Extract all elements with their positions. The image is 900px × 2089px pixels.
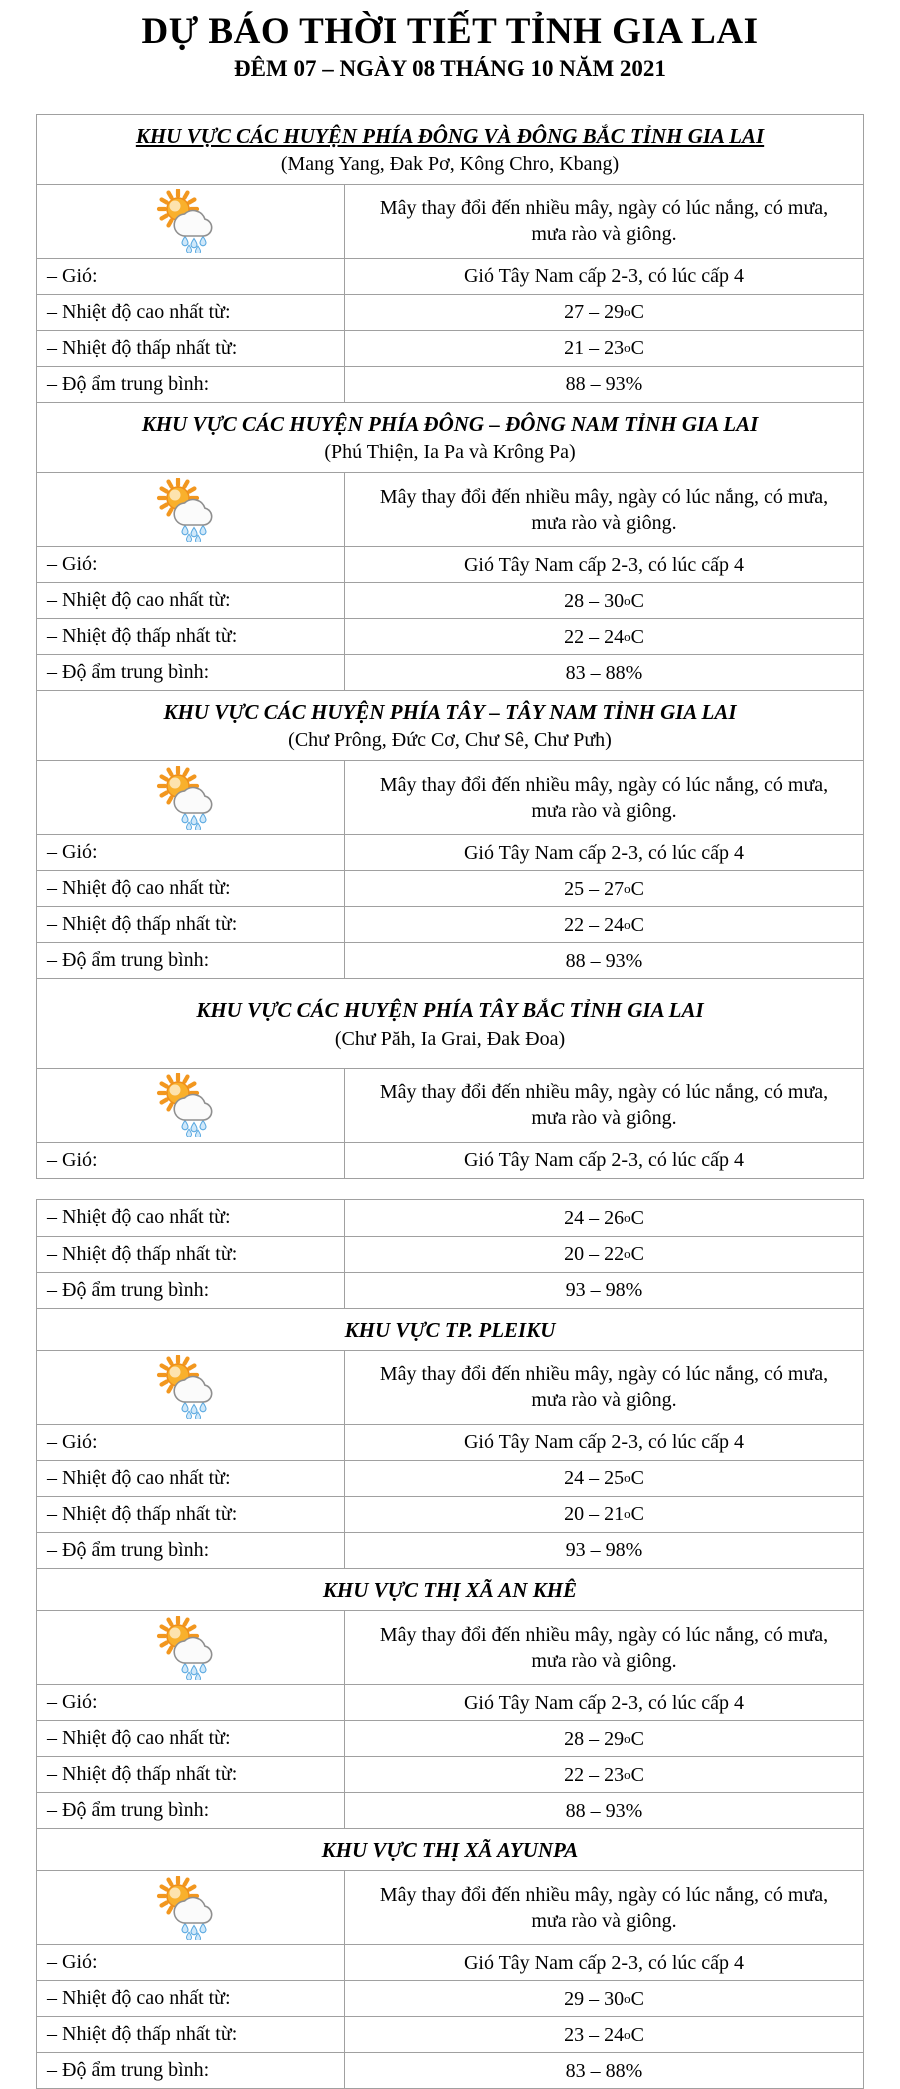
tmin-row	[37, 1756, 863, 1792]
row-label: – Độ ẩm trung bình:	[37, 367, 345, 402]
region-name: KHU VỰC TP. PLEIKU	[344, 1317, 556, 1342]
region-header-row	[37, 978, 863, 1067]
weather-description: Mây thay đổi đến nhiều mây, ngày có lúc nắng, có mưa, mưa rào và giông.	[379, 1363, 829, 1412]
tmin-row	[37, 1236, 863, 1272]
row-label: – Độ ẩm trung bình:	[37, 1273, 345, 1308]
sun-rain-cloud-icon	[153, 1073, 229, 1137]
row-label: – Độ ẩm trung bình:	[37, 2053, 345, 2088]
humidity-row	[37, 1532, 863, 1568]
weather-description: Mây thay đổi đến nhiều mây, ngày có lúc nắng, có mưa, mưa rào và giông.	[379, 197, 829, 246]
weather-icon-cell	[37, 473, 345, 546]
wind-row	[37, 834, 863, 870]
row-value: 24 – 26 o C	[564, 1206, 644, 1229]
rain-drops	[182, 1923, 206, 1940]
row-label: – Nhiệt độ thấp nhất từ:	[37, 2017, 345, 2052]
row-value: 27 – 29 o C	[564, 301, 644, 324]
row-label: – Nhiệt độ cao nhất từ:	[37, 583, 345, 618]
weather-icon-cell	[37, 761, 345, 834]
row-label: – Nhiệt độ thấp nhất từ:	[37, 907, 345, 942]
region-header-row	[37, 690, 863, 760]
row-value: 22 – 24 o C	[564, 913, 644, 936]
tmin-row	[37, 330, 863, 366]
weather-summary-row	[37, 1610, 863, 1684]
region-header-row	[37, 115, 863, 184]
row-label: – Gió:	[37, 835, 345, 870]
row-label: – Nhiệt độ cao nhất từ:	[37, 1981, 345, 2016]
weather-summary-row	[37, 1870, 863, 1944]
weather-description: Mây thay đổi đến nhiều mây, ngày có lúc nắng, có mưa, mưa rào và giông.	[379, 1623, 829, 1672]
row-label: – Nhiệt độ thấp nhất từ:	[37, 1497, 345, 1532]
tmax-row	[37, 1980, 863, 2016]
humidity-row	[37, 942, 863, 978]
row-value: 83 – 88%	[565, 2059, 643, 2082]
page-title: DỰ BÁO THỜI TIẾT TỈNH GIA LAI	[141, 11, 759, 52]
row-label: – Nhiệt độ thấp nhất từ:	[37, 619, 345, 654]
region-name: KHU VỰC THỊ XÃ AN KHÊ	[322, 1577, 578, 1602]
weather-description: Mây thay đổi đến nhiều mây, ngày có lúc nắng, có mưa, mưa rào và giông.	[379, 1081, 829, 1130]
row-label: – Nhiệt độ cao nhất từ:	[37, 1200, 345, 1236]
forecast-table	[36, 114, 864, 2089]
rain-drops	[182, 813, 206, 830]
row-value: 28 – 30 o C	[564, 589, 644, 612]
table-chunk	[36, 1199, 864, 2089]
row-value: Gió Tây Nam cấp 2-3, có lúc cấp 4	[463, 1431, 745, 1454]
row-label: – Gió:	[37, 1143, 345, 1178]
row-label: – Nhiệt độ cao nhất từ:	[37, 1461, 345, 1496]
row-label: – Độ ẩm trung bình:	[37, 943, 345, 978]
row-label: – Gió:	[37, 1945, 345, 1980]
tmin-row	[37, 906, 863, 942]
row-value: 28 – 29 o C	[564, 1727, 644, 1750]
table-page-break	[36, 1179, 864, 1199]
row-label: – Nhiệt độ thấp nhất từ:	[37, 1237, 345, 1272]
region-name: KHU VỰC CÁC HUYỆN PHÍA ĐÔNG VÀ ĐÔNG BẮC TỈNH GIA LAI	[135, 123, 765, 148]
weather-summary-row	[37, 1350, 863, 1424]
row-value: 20 – 22 o C	[564, 1243, 644, 1266]
sun-rain-cloud-icon	[153, 1355, 229, 1419]
weather-icon-cell	[37, 1611, 345, 1684]
weather-icon-cell	[37, 185, 345, 258]
tmax-row	[37, 870, 863, 906]
table-chunk	[36, 114, 864, 1179]
region-districts: (Chư Prông, Đức Cơ, Chư Sê, Chư Pưh)	[288, 729, 612, 752]
row-label: – Nhiệt độ cao nhất từ:	[37, 1721, 345, 1756]
row-label: – Độ ẩm trung bình:	[37, 1533, 345, 1568]
region-districts: (Mang Yang, Đak Pơ, Kông Chro, Kbang)	[280, 152, 620, 175]
row-value: 25 – 27 o C	[564, 877, 644, 900]
tmax-row	[37, 294, 863, 330]
row-value: 23 – 24 o C	[564, 2023, 644, 2046]
region-name: KHU VỰC CÁC HUYỆN PHÍA ĐÔNG – ĐÔNG NAM TỈNH GIA LAI	[141, 411, 759, 436]
row-value: 88 – 93%	[565, 1799, 643, 1822]
region-name: KHU VỰC CÁC HUYỆN PHÍA TÂY – TÂY NAM TỈNH GIA LAI	[163, 700, 737, 725]
row-label: – Nhiệt độ thấp nhất từ:	[37, 331, 345, 366]
row-value: 29 – 30 o C	[564, 1987, 644, 2010]
row-value: Gió Tây Nam cấp 2-3, có lúc cấp 4	[463, 553, 745, 576]
row-value: Gió Tây Nam cấp 2-3, có lúc cấp 4	[463, 1149, 745, 1172]
rain-drops	[182, 1403, 206, 1420]
humidity-row	[37, 1272, 863, 1308]
row-label: – Độ ẩm trung bình:	[37, 1793, 345, 1828]
row-label: – Gió:	[37, 547, 345, 582]
region-header-row	[37, 1828, 863, 1870]
sun-rain-cloud-icon	[153, 478, 229, 542]
rain-drops	[182, 1121, 206, 1138]
row-label: – Gió:	[37, 259, 345, 294]
row-label: – Độ ẩm trung bình:	[37, 655, 345, 690]
weather-summary-row	[37, 760, 863, 834]
row-label: – Nhiệt độ cao nhất từ:	[37, 871, 345, 906]
row-value: 22 – 24 o C	[564, 625, 644, 648]
row-value: 22 – 23 o C	[564, 1763, 644, 1786]
wind-row	[37, 1944, 863, 1980]
row-value: 88 – 93%	[565, 949, 643, 972]
tmin-row	[37, 2016, 863, 2052]
row-value: 83 – 88%	[565, 661, 643, 684]
region-districts: (Chư Păh, Ia Grai, Đak Đoa)	[334, 1027, 566, 1050]
sun-rain-cloud-icon	[153, 189, 229, 253]
wind-row	[37, 1684, 863, 1720]
region-header-row	[37, 1308, 863, 1350]
row-value: 93 – 98%	[565, 1539, 643, 1562]
region-name: KHU VỰC CÁC HUYỆN PHÍA TÂY BẮC TỈNH GIA LAI	[196, 998, 704, 1023]
row-value: Gió Tây Nam cấp 2-3, có lúc cấp 4	[463, 1691, 745, 1714]
wind-row	[37, 546, 863, 582]
wind-row	[37, 1142, 863, 1178]
weather-summary-row	[37, 472, 863, 546]
weather-icon-cell	[37, 1871, 345, 1944]
row-value: Gió Tây Nam cấp 2-3, có lúc cấp 4	[463, 1951, 745, 1974]
sun-rain-cloud-icon	[153, 766, 229, 830]
weather-description: Mây thay đổi đến nhiều mây, ngày có lúc nắng, có mưa, mưa rào và giông.	[379, 773, 829, 822]
tmin-row	[37, 1496, 863, 1532]
weather-icon-cell	[37, 1069, 345, 1142]
rain-drops	[182, 237, 206, 254]
wind-row	[37, 1424, 863, 1460]
weather-description: Mây thay đổi đến nhiều mây, ngày có lúc nắng, có mưa, mưa rào và giông.	[379, 1883, 829, 1932]
region-header-row	[37, 402, 863, 472]
wind-row	[37, 258, 863, 294]
row-label: – Nhiệt độ cao nhất từ:	[37, 295, 345, 330]
rain-drops	[182, 525, 206, 542]
row-label: – Nhiệt độ thấp nhất từ:	[37, 1757, 345, 1792]
row-value: 88 – 93%	[565, 373, 643, 396]
tmin-row	[37, 618, 863, 654]
row-value: 20 – 21 o C	[564, 1503, 644, 1526]
row-value: Gió Tây Nam cấp 2-3, có lúc cấp 4	[463, 841, 745, 864]
weather-summary-row	[37, 1068, 863, 1142]
sun-rain-cloud-icon	[153, 1616, 229, 1680]
weather-icon-cell	[37, 1351, 345, 1424]
rain-drops	[182, 1663, 206, 1680]
page-subtitle: ĐÊM 07 – NGÀY 08 THÁNG 10 NĂM 2021	[234, 55, 666, 81]
row-label: – Gió:	[37, 1425, 345, 1460]
weather-description: Mây thay đổi đến nhiều mây, ngày có lúc nắng, có mưa, mưa rào và giông.	[379, 485, 829, 534]
row-value: 24 – 25 o C	[564, 1467, 644, 1490]
row-label: – Gió:	[37, 1685, 345, 1720]
row-value: 21 – 23 o C	[564, 337, 644, 360]
tmax-row	[37, 1460, 863, 1496]
tmax-row	[37, 1200, 863, 1236]
row-value: Gió Tây Nam cấp 2-3, có lúc cấp 4	[463, 265, 745, 288]
sun-rain-cloud-icon	[153, 1876, 229, 1940]
humidity-row	[37, 654, 863, 690]
region-header-row	[37, 1568, 863, 1610]
humidity-row	[37, 2052, 863, 2088]
humidity-row	[37, 1792, 863, 1828]
tmax-row	[37, 582, 863, 618]
region-name: KHU VỰC THỊ XÃ AYUNPA	[321, 1838, 579, 1863]
tmax-row	[37, 1720, 863, 1756]
region-districts: (Phú Thiện, Ia Pa và Krông Pa)	[324, 441, 576, 464]
humidity-row	[37, 366, 863, 402]
row-value: 93 – 98%	[565, 1279, 643, 1302]
weather-summary-row	[37, 184, 863, 258]
